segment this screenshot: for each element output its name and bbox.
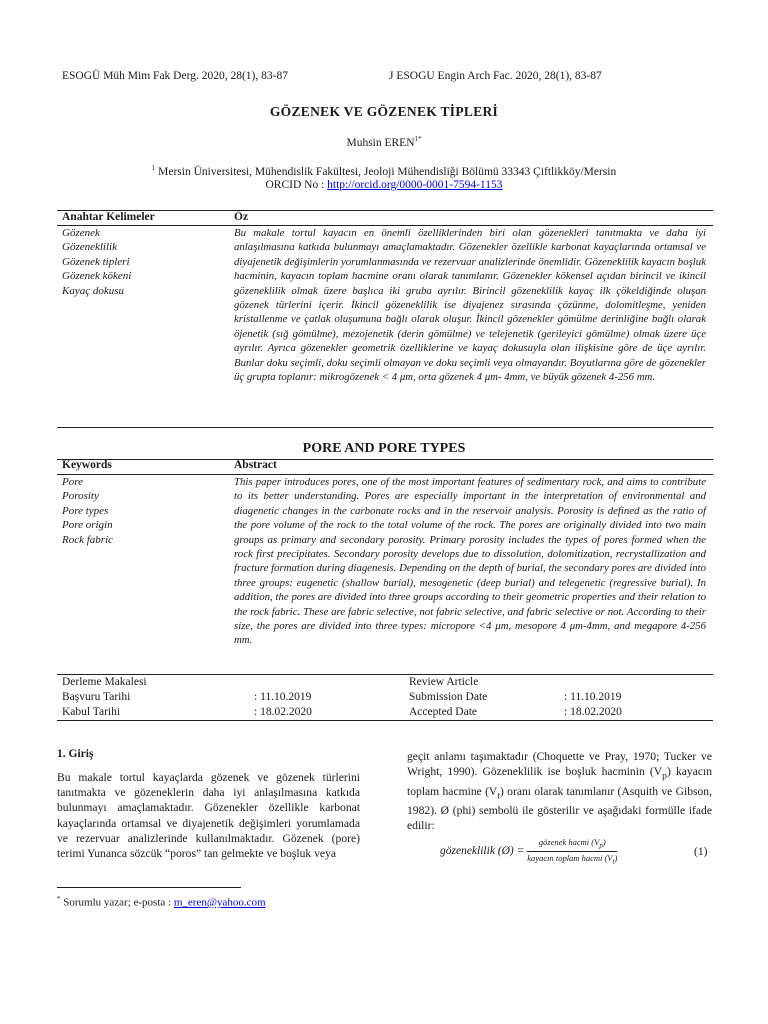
formula-fraction <box>527 837 617 865</box>
affiliation-mark: 1 <box>151 164 156 172</box>
formula-number: (1) <box>694 846 708 858</box>
footnote-rule <box>57 887 241 888</box>
en-keyword: Pore <box>62 476 83 488</box>
tr-date-label: Başvuru Tarihi <box>62 691 131 703</box>
tr-date-row <box>62 690 312 705</box>
tr-keywords-header: Anahtar Kelimeler <box>62 211 155 223</box>
section-heading: 1. Giriş <box>57 748 94 760</box>
en-dates <box>409 675 622 720</box>
en-keyword: Porosity <box>62 490 99 503</box>
en-date-row <box>409 690 622 705</box>
tr-table-top-rule <box>57 210 713 211</box>
formula-num-sub: p <box>599 841 603 850</box>
en-keyword: Pore types <box>62 504 109 517</box>
author-line <box>0 135 768 149</box>
intro-right-text-b: ) kayacın toplam hacmine (V <box>407 765 713 798</box>
en-date-value: : 18.02.2020 <box>564 706 622 718</box>
en-keywords-header: Keywords <box>62 459 112 471</box>
dates-bottom-rule <box>57 720 713 721</box>
tr-keyword: Gözeneklilik <box>62 241 117 254</box>
en-keyword: Rock fabric <box>62 533 114 546</box>
author-name: Muhsin EREN <box>346 136 415 149</box>
intro-sub-p: p <box>662 770 667 782</box>
en-date-value: : 11.10.2019 <box>564 691 622 703</box>
footnote <box>57 895 266 909</box>
tr-dates <box>62 675 312 720</box>
running-header-left: ESOGÜ Müh Mim Fak Derg. 2020, 28(1), 83-87 <box>62 70 288 82</box>
affiliation <box>0 164 768 178</box>
formula-den-close: ) <box>614 852 618 863</box>
intro-left-paragraph: Bu makale tortul kayaçlarda gözenek ve gözenek türlerini tanıtmakta ve gözeneklerin daha iyi anlaşılmasına katkıda bulunmayı amaçlamaktadır. Gözenekler özellikle karbonat kayaçlarında ortamsal ve diyajenetik değişimleri yorumlamada ve rezervuar analizlerinde kullanılmaktadır. Gözenek (pore) terimi Yunanca sözcük “poros” tan gelmekte ve boşluk veya <box>57 771 360 861</box>
footnote-text: Sorumlu yazar; e-posta : <box>63 896 174 909</box>
tr-article-type: Derleme Makalesi <box>62 676 147 688</box>
english-title: PORE AND PORE TYPES <box>302 441 466 456</box>
orcid-line <box>0 179 768 191</box>
intro-right-paragraph <box>407 749 712 834</box>
intro-right-text-a: geçit anlamı taşımaktadır (Choquette ve Pray, 1970; Tucker ve Wright, 1990). Gözeneklilik ise boşluk hacminin (V <box>407 750 712 779</box>
formula-den-sub: t <box>612 857 615 866</box>
en-date-label: Submission Date <box>409 691 488 703</box>
running-header-right: J ESOGU Engin Arch Fac. 2020, 28(1), 83-87 <box>389 70 602 82</box>
orcid-link[interactable]: http://orcid.org/0000-0001-7594-1153 <box>327 179 503 191</box>
formula-lhs: gözeneklilik (Ø) = <box>440 844 525 857</box>
intro-right-text-c: ) oranı olarak tanımlanır (Asquith ve Gibson, 1982). Ø (phi) sembolü ile gösterilir ve aşağıdaki formülle ifade edilir: <box>407 784 712 833</box>
footnote-mark: * <box>57 895 61 903</box>
formula-den-text: kayacın toplam hacmi (V <box>527 852 613 863</box>
formula-numerator <box>527 837 617 852</box>
tr-table-bottom-rule <box>57 427 713 428</box>
tr-date-value: : 18.02.2020 <box>254 706 312 718</box>
author-mark: 1* <box>414 135 422 143</box>
en-abstract-header: Abstract <box>234 459 277 471</box>
tr-date-value: : 11.10.2019 <box>254 691 312 703</box>
formula-num-close: ) <box>602 837 606 847</box>
tr-abstract-header: Öz <box>234 211 249 223</box>
en-keyword-list <box>62 475 222 547</box>
tr-keyword: Kayaç dokusu <box>62 284 125 297</box>
en-abstract-text: This paper introduces pores, one of the most important features of sedimentary rock, and aims to contribute to its better understanding. Pores are especially important in the interpretation of environmental and diagenetic changes in the carbonate rocks and in the reservoir analysis. Porosity is defined as the ratio of the pore volume of the rock to the total volume of the rock. The pores are originally divided into two main groups as primary and secondary porosity. Primary porosity includes the types of pores formed when the rock first precipitates. Secondary porosity develops due to dissolution, dolomitization, recrystallization and fracture formation during diagenesis. Depending on the depth of burial, the secondary pores are divided into three groups: eugenetic (shallow burial), mesogenetic (deep burial) and telegenetic (regressive burial). In addition, the pores are divided into three groups according to their geometric properties and their relation to the rock fabric. These are fabric selective, not fabric selective, and fabric selective or not. According to their size, the pores are divided into three types: micropore <4 μm, mesopore 4 μm-4mm, and megapore 4-256 mm. <box>234 476 706 647</box>
orcid-label: ORCID No : <box>265 179 325 191</box>
tr-date-label: Kabul Tarihi <box>62 706 121 718</box>
footnote-email-link[interactable]: m_eren@yahoo.com <box>173 896 266 909</box>
en-date-row <box>409 705 622 720</box>
porosity-formula <box>440 837 617 865</box>
en-table-top-rule <box>57 459 713 460</box>
formula-num-text: gözenek hacmi (V <box>538 837 600 847</box>
tr-date-row <box>62 705 312 720</box>
tr-keyword: Gözenek kökeni <box>62 270 132 283</box>
tr-keyword: Gözenek <box>62 227 100 239</box>
tr-keyword: Gözenek tipleri <box>62 255 130 268</box>
en-keyword: Pore origin <box>62 519 113 532</box>
affiliation-text: Mersin Üniversitesi, Mühendislik Fakültesi, Jeoloji Mühendisliği Bölümü 33343 Çiftlikköy/Mersin <box>158 165 617 178</box>
en-date-label: Accepted Date <box>409 706 478 718</box>
page-title: GÖZENEK VE GÖZENEK TİPLERİ <box>269 104 499 119</box>
tr-abstract-text: Bu makale tortul kayacın en önemli özelliklerinden biri olan gözenekleri tanıtmakta ve daha iyi anlaşılmasına katkıda bulunmayı amaçlamaktadır. Gözenekler özellikle karbonat kayaçlarında ortamsal ve diyajenetik değişimlerin yorumlanmasında ve rezervuar analizlerinde önemlidir. Gözeneklilik kayacın boşluk hacminin, kayacın toplam hacmine oranı olarak tanımlanır. Gözenekler kökensel açıdan birincil ve ikincil gözeneklilik olmak üzere başlıca iki gruba ayrılır. Birincil gözeneklilik kayaç ilk çökeldiğinde oluşan gözenek türlerini içerir. İkincil gözeneklilik ise diyajenez sırasında çözünme, dolomitleşme, yeniden kristallenme ve çatlak oluşumuna bağlı olarak oluşur. İkincil gözenekler gömülme derinliğine bağlı olarak öjenetik (sığ gömülme), mezojenetik (derin gömülme) ve telejenetik (gerileyici gömülme) olmak üzere üçe ayrılır. Ayrıca gözenekler geometrik özelliklerine ve kayaç dokusuyla olan ilişkisine göre de üçe ayrılır. Bunlar doku seçimli, doku seçimli olmayan ve doku seçimli veya olmayandır. Boyutlarına göre de gözenekler üç grupta toplanır: mikrogözenek < 4 μm, orta gözenek 4 μm- 4mm, ve büyük gözenek 4-256 mm. <box>234 227 706 384</box>
intro-sub-t: t <box>497 790 500 802</box>
formula-denominator <box>527 852 617 866</box>
tr-keyword-list <box>62 226 222 298</box>
en-article-type: Review Article <box>409 676 479 688</box>
